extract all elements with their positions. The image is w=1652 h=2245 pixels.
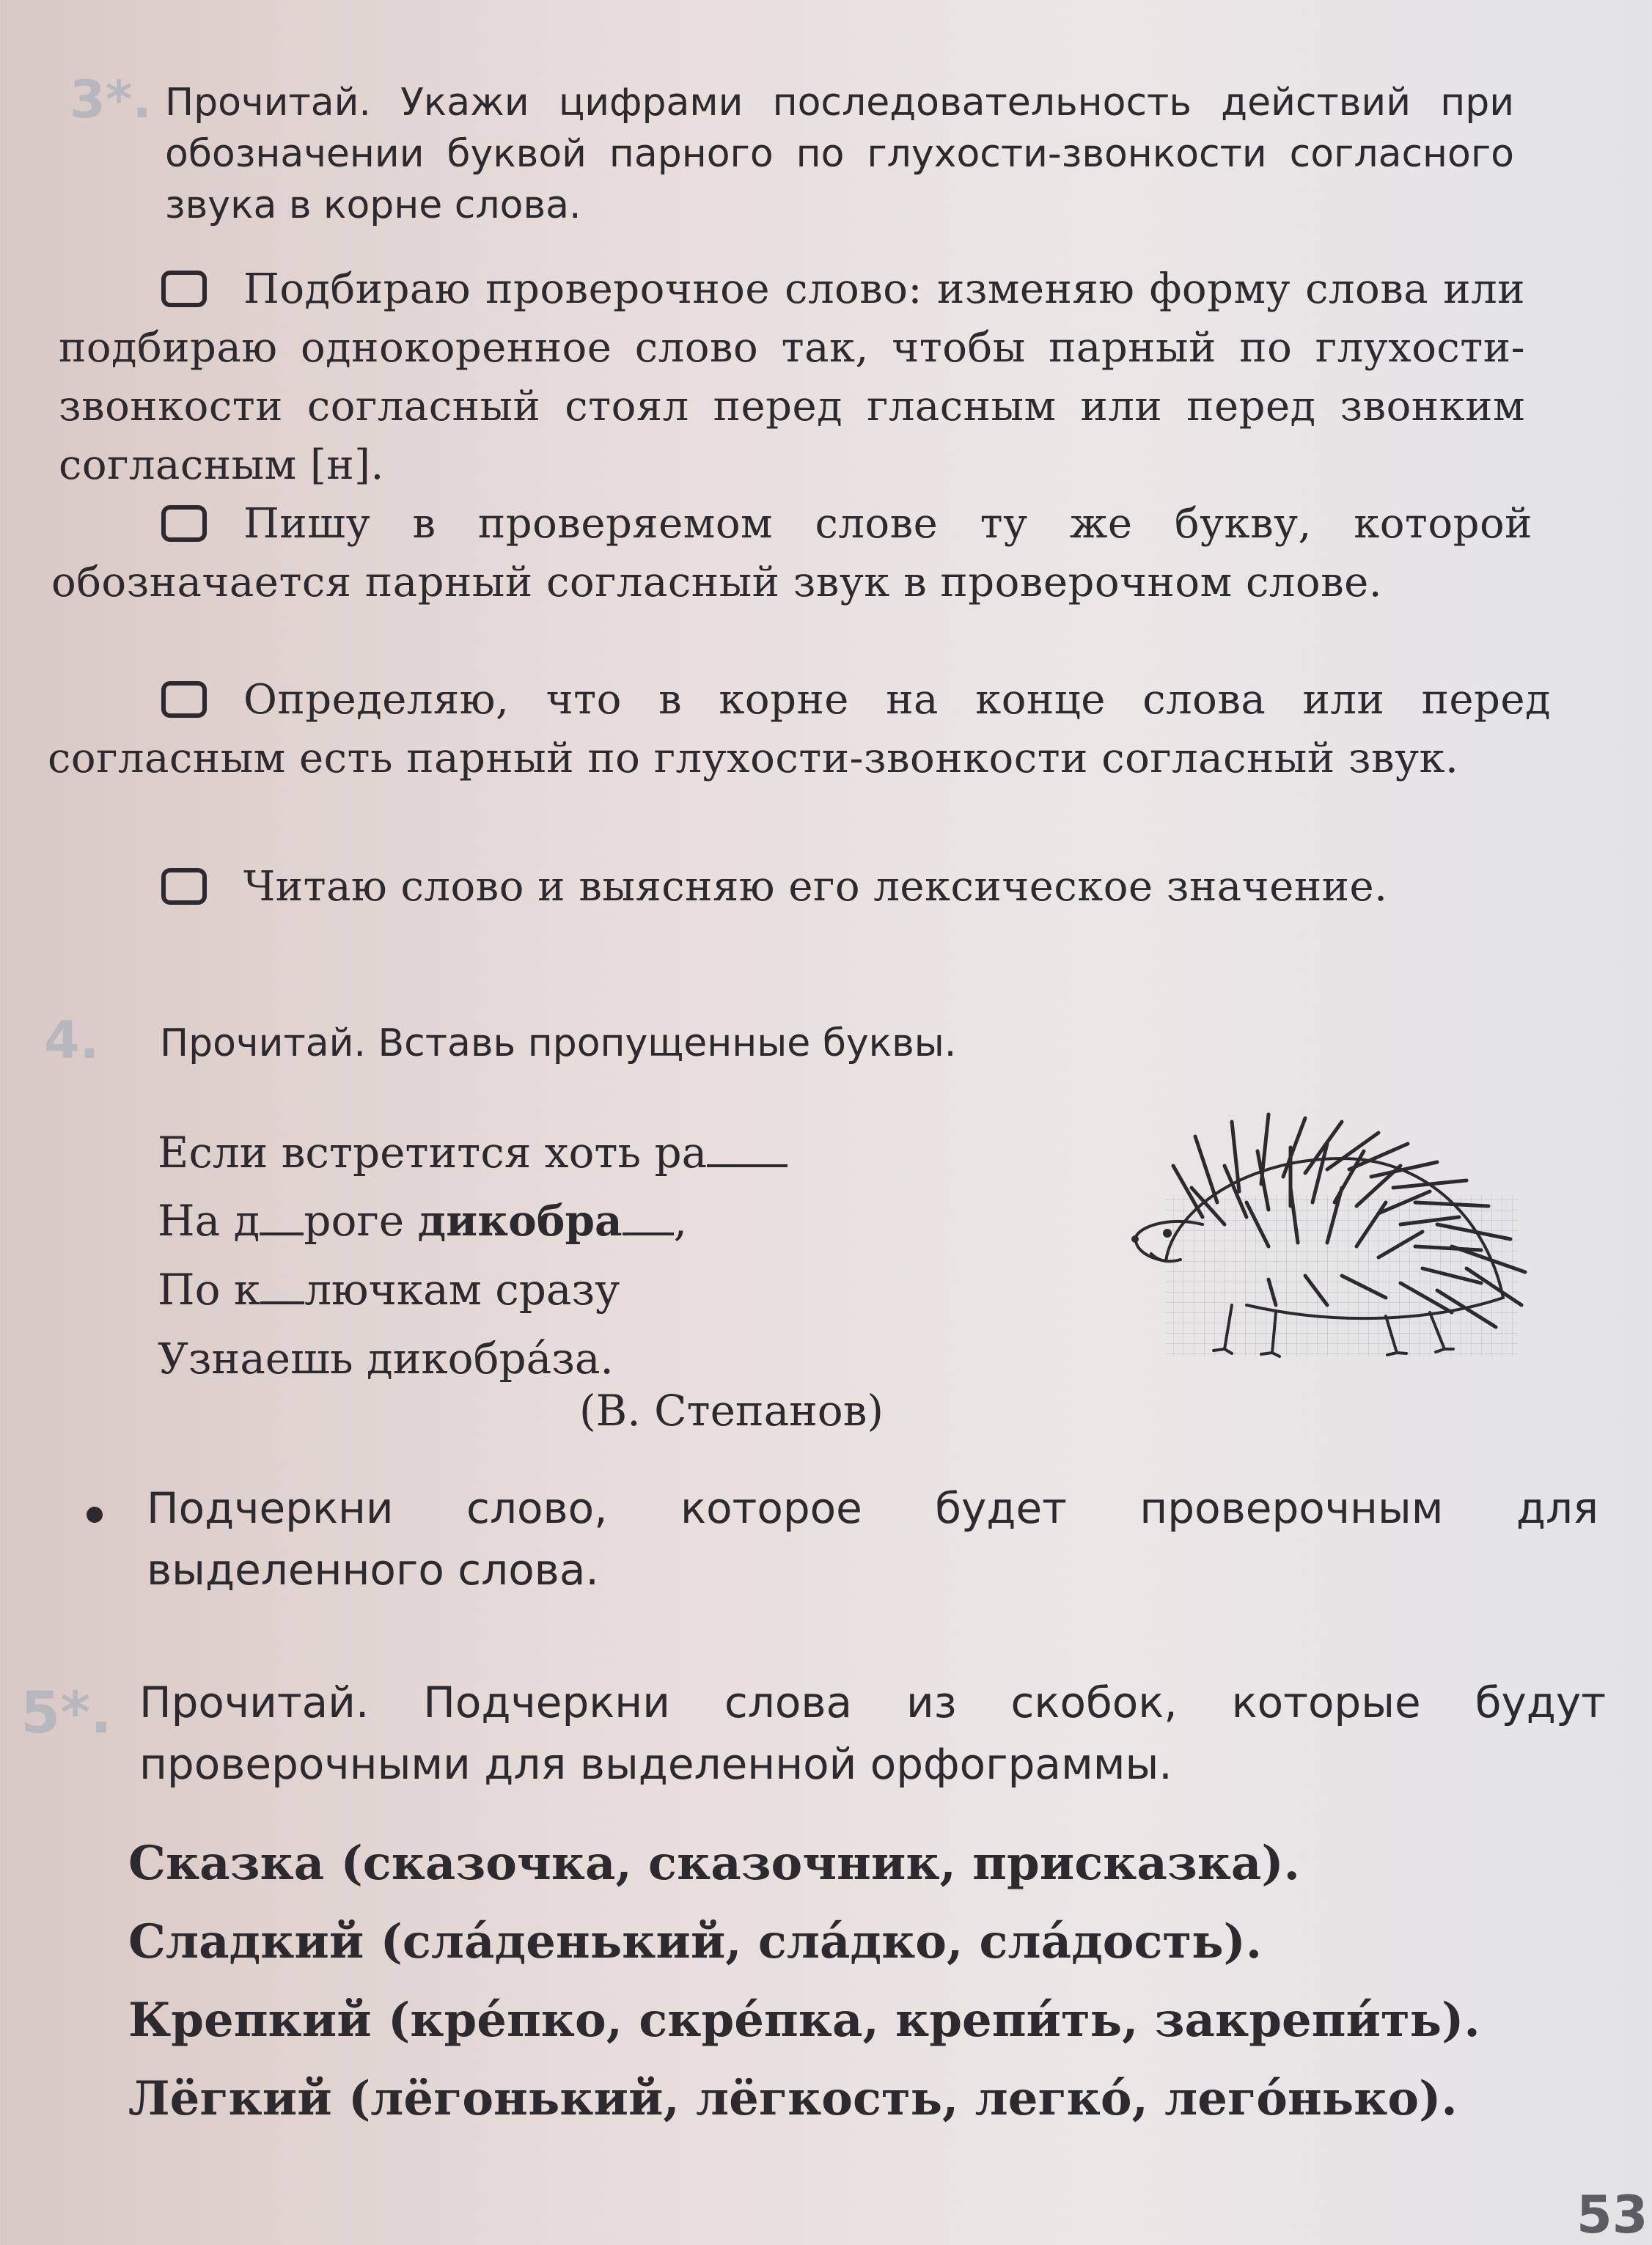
poem-line-4: Узнаешь дикобра́за.: [158, 1334, 614, 1384]
task3-item-2-text: Пишу в проверяемом слове ту же букву, которой обозначается парный согласный звук в проверочном слове.: [51, 500, 1532, 606]
porcupine-illustration: [1122, 1107, 1532, 1371]
poem-line-1: [158, 1118, 788, 1187]
task3-item-1-text: Подбираю проверочное слово: изменяю форму слова или подбираю однокоренное слово так, чтобы парный по глухости-звонкости согласный стоял перед гласным или перед звонким согласным [н].: [59, 265, 1525, 489]
order-checkbox-4[interactable]: [161, 868, 207, 905]
task3-item-3-text: Определяю, что в корне на конце слова или перед согласным есть парный по глухости-звонкости согласный звук.: [48, 676, 1551, 782]
task5-instruction: Прочитай. Подчеркни слова из скобок, которые будут проверочными для выделенной орфограммы.: [139, 1678, 1606, 1789]
poem-line-2-start: На д: [158, 1196, 260, 1246]
task3-item-4-text: Читаю слово и выясняю его лексическое значение.: [243, 863, 1388, 911]
order-checkbox-1[interactable]: [161, 271, 207, 307]
missing-letter-blank-2[interactable]: [260, 1232, 304, 1235]
poem-line-3: [158, 1255, 620, 1324]
poem-line-2: [158, 1186, 687, 1255]
highlighted-word: дикобра: [417, 1196, 623, 1246]
task4-bullet-text: Подчеркни слово, которое будет проверочным для выделенного слова.: [147, 1483, 1598, 1595]
task5-line-1: Сказка (сказочка, сказочник, присказка).: [128, 1836, 1300, 1891]
task4-number: 4.: [44, 1010, 100, 1070]
task3-item-2: [51, 495, 1532, 612]
missing-letter-blank-4[interactable]: [260, 1301, 304, 1304]
task5-line-2: Сладкий (сла́денький, сла́дко, сла́дость).: [128, 1914, 1263, 1969]
poem-line-3-end: лючкам сразу: [304, 1265, 620, 1315]
task5-number: 5*.: [21, 1680, 112, 1746]
bullet-icon: [87, 1507, 103, 1523]
poem-line-3-start: По к: [158, 1265, 261, 1315]
missing-letter-blank-1[interactable]: [707, 1164, 788, 1167]
task3-item-1: [59, 260, 1525, 495]
order-checkbox-3[interactable]: [161, 681, 207, 718]
task5-line-4: Лёгкий (лёгонький, лёгкость, легко́, лего́нько).: [128, 2071, 1458, 2126]
poem-line-1-text: Если встретится хоть ра: [158, 1128, 708, 1177]
task3-item-4: [48, 858, 1558, 916]
task3-instruction: Прочитай. Укажи цифрами последовательность действий при обозначении буквой парного по глухости-звонкости согласного звука в корне слова.: [165, 81, 1514, 227]
task5-line-3: Крепкий (кре́пко, скре́пка, крепи́ть, закрепи́ть).: [128, 1993, 1480, 2048]
order-checkbox-2[interactable]: [161, 505, 207, 542]
page-number: 53: [1576, 2185, 1648, 2245]
missing-letter-blank-3[interactable]: [623, 1232, 674, 1235]
poem-author: (В. Степанов): [579, 1386, 884, 1436]
task4-instruction: Прочитай. Вставь пропущенные буквы.: [160, 1021, 957, 1065]
task3-item-3: [48, 671, 1551, 788]
poem-line-2-middle: роге: [304, 1196, 418, 1246]
poem-line-2-end: ,: [673, 1196, 688, 1246]
task3-number: 3*.: [70, 70, 152, 130]
